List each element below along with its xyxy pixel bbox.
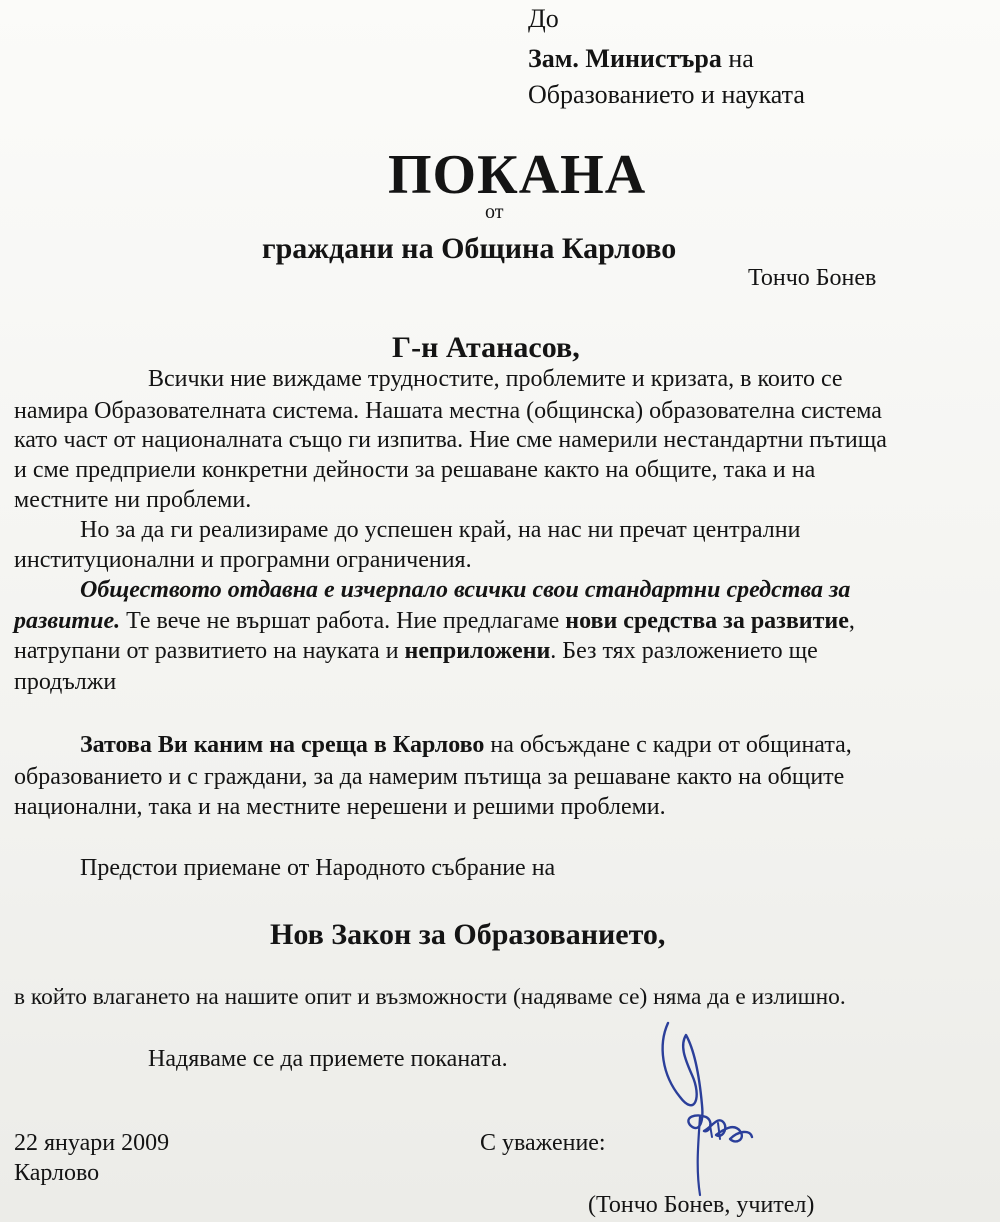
paragraph1-line2: намира Образователната система. Нашата местна (общинска) образователна система (14, 398, 882, 424)
paragraph3-line1: Обществото отдавна е изчерпало всички свои стандартни средства за (80, 577, 851, 603)
signatory: (Тончо Бонев, учител) (588, 1192, 815, 1218)
from-word: от (485, 201, 504, 223)
paragraph3-line3 (14, 639, 818, 663)
paragraph1-line4: и сме предприели конкретни дейности за решаване както на общите, така и на (14, 457, 816, 483)
addressee-institution: Образованието и науката (528, 80, 805, 109)
signature-stroke-main (663, 1023, 752, 1141)
addressee-recipient-bold: Зам. Министъра (528, 44, 722, 73)
paragraph4-line3: национални, така и на местните нерешени и решими проблеми. (14, 794, 666, 820)
place: Карлово (14, 1160, 100, 1186)
addressee-to: До (528, 4, 559, 33)
document-title: ПОКАНА (388, 144, 647, 206)
date: 22 януари 2009 (14, 1130, 170, 1156)
paragraph3-new-means: нови средства за развитие (565, 608, 849, 634)
author-name: Тончо Бонев (748, 265, 877, 291)
addressee-recipient (528, 44, 754, 74)
paragraph1-line1: Всички ние виждаме трудностите, проблемите и кризата, в които се (148, 366, 843, 392)
paragraph2-line1: Но за да ги реализираме до успешен край, на нас ни пречат централни (80, 517, 801, 543)
paragraph3-unapplied: неприложени (404, 638, 551, 664)
paragraph3-line2-rest: Те вече не вършат работа. Ние предлагаме (120, 608, 566, 634)
paragraph3-line3-b: . Без тях разложението ще (550, 638, 818, 664)
paragraph4-line1-rest: на обсъждане с кадри от общината, (484, 732, 852, 758)
paragraph3-line3-a: натрупани от развитието на науката и (14, 638, 405, 664)
paragraph4-invitation: Затова Ви каним на среща в Карлово (80, 732, 485, 758)
law-title: Нов Закон за Образованието, (270, 918, 666, 951)
handwritten-signature (640, 1005, 790, 1205)
paragraph7: Надяваме се да приемете поканата. (148, 1046, 508, 1072)
paragraph2-line2: институционални и програмни ограничения. (14, 547, 472, 573)
paragraph3-line2 (14, 609, 855, 633)
paragraph3-line2-end: , (848, 608, 855, 634)
salutation: Г-н Атанасов, (392, 331, 580, 364)
paragraph4-line1 (80, 733, 852, 757)
paragraph1-line3: като част от националната също ги изпитва. Ние сме намерили нестандартни пътища (14, 427, 887, 453)
closing: С уважение: (480, 1130, 606, 1156)
paragraph1-line5: местните ни проблеми. (14, 487, 252, 513)
addressee-recipient-rest: на (721, 44, 754, 73)
paragraph6: в който влагането на нашите опит и възможности (надяваме се) няма да е излишно. (14, 984, 846, 1010)
from-group: граждани на Община Карлово (262, 232, 677, 265)
paragraph4-line2: образованието и с граждани, за да намерим пътища за решаване както на общите (14, 764, 845, 790)
paragraph3-line4: продължи (14, 669, 117, 695)
paragraph5: Предстои приемане от Народното събрание на (80, 855, 556, 881)
paragraph3-emph: развитие. (14, 608, 121, 634)
